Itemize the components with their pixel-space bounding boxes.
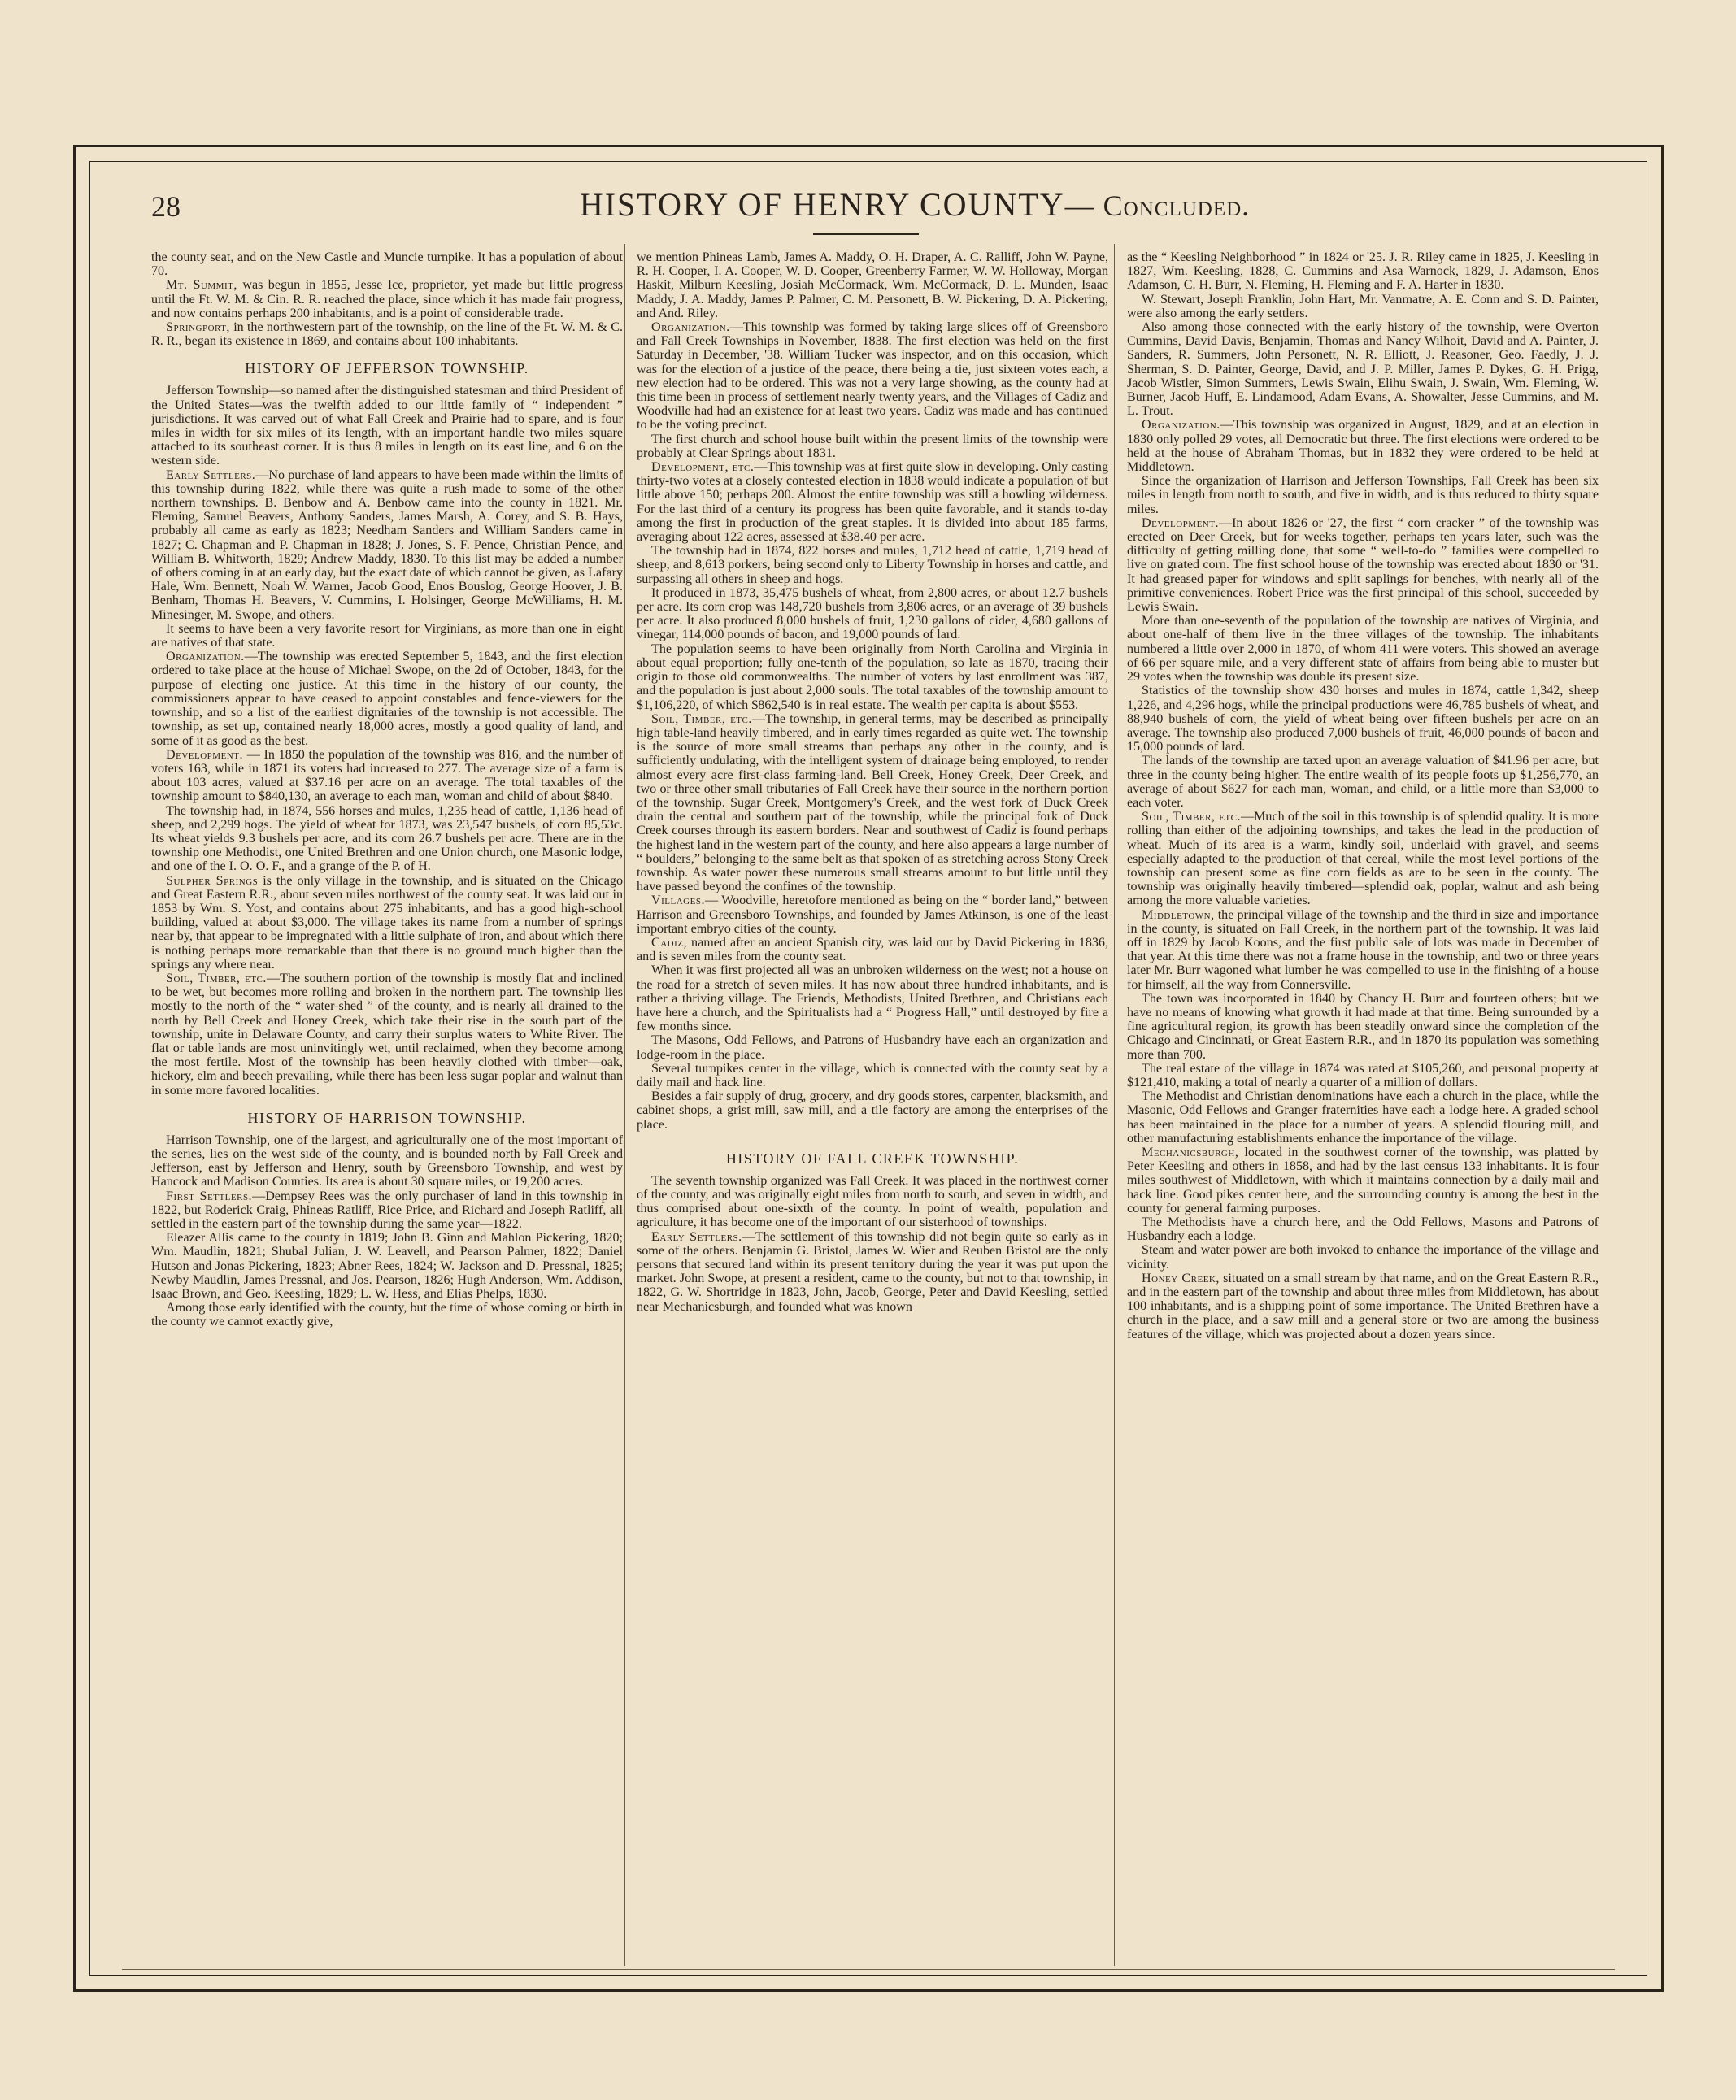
paragraph-lead: Early Settlers. bbox=[166, 467, 256, 482]
column-divider bbox=[624, 244, 625, 1966]
paragraph bbox=[1127, 1272, 1599, 1341]
paragraph-lead: Soil, Timber, etc. bbox=[651, 711, 752, 726]
paragraph-text: located in the southwest corner of the township, was platted by Peter Keesling and others in 1858, and had by the last census 133 inhabitants. It is four miles southwest of Middletown, with which it maintains connection by a daily mail and hack line. Good pikes center here, and the surrounding country is among the best in the county for general farming purposes. bbox=[1127, 1146, 1599, 1215]
text-column-1 bbox=[151, 250, 623, 1958]
paragraph-lead: Development. bbox=[166, 747, 243, 762]
paragraph-lead: Soil, Timber, etc. bbox=[1142, 810, 1242, 824]
paragraph-text: in the northwestern part of the township, on the line of the Ft. W. M. & C. R. R., began its existence in 1869, and contains about 100 inhabitants. bbox=[151, 320, 623, 349]
paragraph: we mention Phineas Lamb, James A. Maddy, O. H. Draper, A. C. Ralliff, John W. Payne, R. H. Cooper, I. A. Cooper, W. D. Cooper, Greenberry Farmer, W. W. Holloway, Morgan Haskit, Milburn Keesling, Josiah McCormack, Wm. McCormack, D. L. Munden, Isaac Maddy, J. A. Maddy, James P. Palmer, C. M. Personett, B. W. Pickering, D. A. Pickering, and And. Riley. bbox=[637, 250, 1108, 320]
page-title-main: HISTORY OF HENRY COUNTY bbox=[579, 186, 1065, 223]
paragraph bbox=[1127, 810, 1599, 907]
paragraph-text: situated on a small stream by that name, and on the Great Eastern R.R., and in the eastern part of the township and about three miles from Middletown, has about 100 inhabitants, and is a shipping point of some importance. The United Brethren have a church in the place, and a saw mill and a general store or two are among the business features of the village, which was projected about a dozen years since. bbox=[1127, 1271, 1599, 1341]
title-rule bbox=[813, 233, 919, 235]
bottom-rule bbox=[122, 1969, 1615, 1970]
paragraph: Among those early identified with the county, but the time of whose coming or birth in the county we cannot exactly give, bbox=[151, 1301, 623, 1329]
paragraph: It produced in 1873, 35,475 bushels of wheat, from 2,800 acres, or about 12.7 bushels per acre. Its corn crop was 148,720 bushels from 3,806 acres, or an average of 39 bushels per acre. It also produced 8,000 bushels of fruit, 1,230 gallons of cider, 4,680 gallons of vinegar, 114,000 pounds of bacon, and 19,000 pounds of lard. bbox=[637, 585, 1108, 642]
paragraph-lead: Soil, Timber, etc. bbox=[166, 971, 267, 985]
paragraph bbox=[151, 278, 623, 320]
paragraph bbox=[151, 1189, 623, 1232]
paragraph-text: —The southern portion of the township is mostly flat and inclined to be wet, but becomes more rolling and broken in the northern part. The township lies mostly to the north of the “ water-shed ” of the county, and is nearly all drained to the north by Bell Creek and Honey Creek, which take their rise in the south part of the township, unite in Delaware County, and carry their surplus waters to White River. The flat or table lands are most uninvitingly wet, until reclaimed, when they become among the most fertile. Most of the township has been heavily clothed with timber—oak, hickory, elm and beech prevailing, while there has been less sugar poplar and walnut than in some more favored localities. bbox=[151, 971, 623, 1098]
paragraph bbox=[1127, 908, 1599, 992]
paragraph: W. Stewart, Joseph Franklin, John Hart, Mr. Vanmatre, A. E. Conn and S. D. Painter, were also among the early settlers. bbox=[1127, 292, 1599, 320]
text-column-3 bbox=[1127, 250, 1599, 1958]
paragraph-lead: Middletown, bbox=[1142, 907, 1215, 922]
paragraph: The lands of the township are taxed upon an average valuation of $41.96 per acre, but three in the county being higher. The entire wealth of its people foots up $1,256,770, an average of about $627 for each man, woman, and child, or a little more than $3,000 to each voter. bbox=[1127, 754, 1599, 810]
paragraph-text: —The township was erected September 5, 1843, and the first election ordered to take place at the house of Michael Swope, on the 2d of October, 1843, for the purpose of electing one justice. At this time in the history of our county, the commissioners appear to have ceased to appoint constables and fence-viewers for the township, and so a list of the earliest dignitaries of the township is not accessible. The township, as set up, contained nearly 18,000 acres, mostly a good quality of land, and some of it as good as the best. bbox=[151, 650, 623, 748]
paragraph: The township had, in 1874, 556 horses and mules, 1,235 head of cattle, 1,136 head of sheep, and 2,299 hogs. The yield of wheat for 1873, was 23,547 bushels, of corn 85,53c. Its wheat yields 9.3 bushels per acre, and its corn 26.7 bushels per acre. There are in the township one Methodist, one United Brethren and one Union church, one Masonic lodge, and one of the I. O. O. F., and a grange of the P. of H. bbox=[151, 803, 623, 874]
section-heading-harrison: HISTORY OF HARRISON TOWNSHIP. bbox=[247, 1109, 527, 1126]
paragraph: Jefferson Township—so named after the distinguished statesman and third President of the United States—was the twelfth added to our little family of “ independent ” jurisdictions. It was carved out of what Fall Creek and Prairie had to spare, and is four miles in width for six miles of its length, with an important handle two miles square attached to its southeast corner. It is thus 8 miles in length on its east line, and 6 on the western side. bbox=[151, 384, 623, 468]
paragraph bbox=[637, 320, 1108, 433]
paragraph-lead: Springport, bbox=[166, 320, 230, 335]
paragraph: The Methodist and Christian denominations have each a church in the place, while the Masonic, Odd Fellows and Granger fraternities have each a lodge here. A graded school has been maintained in the place for a number of years. A splendid flouring mill, and other manufacturing establishments enhance the importance of the village. bbox=[1127, 1089, 1599, 1146]
paragraph bbox=[151, 320, 623, 348]
paragraph: When it was first projected all was an unbroken wilderness on the west; not a house on the road for a stretch of seven miles. It has now about three hundred inhabitants, and is rather a thriving village. The Friends, Methodists, United Brethren, and Christians each have here a church, and the Spiritualists had a “ Progress Hall,” until destroyed by fire a few months since. bbox=[637, 963, 1108, 1034]
text-column-2 bbox=[637, 250, 1108, 1958]
paragraph-text: —In about 1826 or '27, the first “ corn cracker ” of the township was erected on Deer Creek, but for weeks together, perhaps ten years later, such was the difficulty of getting milling done, that some “ well-to-do ” families were compelled to live on grated corn. The first school house of the township was erected about 1830 or '31. It had greased paper for windows and split saplings for benches, with nearly all of the primitive conveniences. Robert Price was the first principal of this school, succeeded by Lewis Swain. bbox=[1127, 515, 1599, 615]
paragraph bbox=[151, 650, 623, 747]
paragraph bbox=[151, 468, 623, 622]
paragraph: More than one-seventh of the population of the township are natives of Virginia, and about one-half of them live in the three villages of the township. The inhabitants numbered a little over 2,000 in 1870, of whom 411 were voters. This showed an average of 66 per square mile, and a very different state of affairs from being able to muster but 29 votes when the township was double its present size. bbox=[1127, 614, 1599, 685]
paragraph: It seems to have been a very favorite resort for Virginians, as more than one in eight are natives of that state. bbox=[151, 621, 623, 650]
paragraph-text: —The township, in general terms, may be described as principally high table-land heavily timbered, and in early times regarded as quite wet. The township is the source of more small streams than perhaps any other in the county, and is sufficiently undulating, with the intelligent system of drainage being employed, to render almost every acre first-class farming-land. Bell Creek, Honey Creek, Deer Creek, and two or three other small tributaries of Fall Creek have their source in the northern portion of the township. Sugar Creek, Montgomery's Creek, and the west fork of Duck Creek drain the central and southern part of the township, while the principal fork of Duck Creek courses through its eastern borders. Near and southwest of Cadiz is found perhaps the highest land in the western part of the county, and here also appears a large number of “ boulders,” belonging to the same belt as that spoken of as stretching across Stony Creek township. As water power these numerous small streams amount to but little until they have passed beyond the confines of the township. bbox=[637, 711, 1108, 894]
paragraph bbox=[151, 874, 623, 972]
paragraph bbox=[637, 936, 1108, 963]
paragraph-lead: Villages. bbox=[651, 893, 705, 908]
section-heading-fall-creek: HISTORY OF FALL CREEK TOWNSHIP. bbox=[725, 1150, 1020, 1167]
paragraph-lead: Organization. bbox=[1142, 418, 1220, 433]
paragraph-text: —Much of the soil in this township is of splendid quality. It is more rolling than either of the adjoining townships, and takes the lead in the production of wheat. Much of its area is a warm, kindly soil, underlaid with gravel, and seems especially adapted to the production of that cereal, while the most level portions of the township can present some as fine corn fields as are to be seen in the county. The township was originally heavily timbered—splendid oak, poplar, walnut and ash being among the more valuable varieties. bbox=[1127, 810, 1599, 908]
paragraph-lead: First Settlers. bbox=[166, 1189, 253, 1203]
page-title-suffix: — Concluded. bbox=[1064, 189, 1251, 222]
paragraph: the county seat, and on the New Castle and Muncie turnpike. It has a population of about 70. bbox=[151, 250, 623, 279]
section-heading-jefferson: HISTORY OF JEFFERSON TOWNSHIP. bbox=[245, 360, 529, 377]
paragraph-text: —The settlement of this township did not begin quite so early as in some of the others. Benjamin G. Bristol, James W. Wier and Reuben Bristol are the only persons that secured land within its present territory during the year it was put upon the market. John Swope, at present a resident, came to the county, but not to that township, in 1822, G. W. Shortridge in 1823, John, Jacob, George, Peter and David Keesling, settled near Mechanicsburgh, and founded what was known bbox=[637, 1229, 1108, 1314]
paragraph: The population seems to have been originally from North Carolina and Virginia in about equal proportion; fully one-tenth of the population, so late as 1870, tracing their origin to those old commonwealths. The number of voters by last enrollment was 387, and the population is just about 2,000 souls. The total taxables of the township amount to $1,106,220, of which $862,540 is in real estate. The wealth per capita is about $553. bbox=[637, 641, 1108, 712]
paragraph: Besides a fair supply of drug, grocery, and dry goods stores, carpenter, blacksmith, and cabinet shops, a grist mill, saw mill, and a tile factory are among the enterprises of the place. bbox=[637, 1089, 1108, 1132]
paragraph-text: —Dempsey Rees was the only purchaser of land in this township in 1822, but Roderick Craig, Phineas Ratliff, Rice Price, and Richard and Joseph Ratliff, all settled in the eastern part of the township during the same year—1822. bbox=[151, 1189, 623, 1231]
paragraph: Also among those connected with the early history of the township, were Overton Cummins, David Davis, Benjamin, Thomas and Nancy Wilhoit, David and A. Painter, J. Sanders, R. Summers, John Personett, N. R. Elliott, J. Reasoner, Geo. Faedly, J. J. Sherman, S. D. Painter, George, David, and J. P. Miller, James P. Dykes, G. H. Prigg, Jacob Wistler, Simon Summers, Lewis Swain, Elihu Swain, J. Swain, Wm. Fleming, W. Burner, Jacob Huff, E. Lindamood, Adam Evans, A. Showalter, Jesse Cummins, and M. L. Trout. bbox=[1127, 320, 1599, 419]
page-title bbox=[508, 185, 1321, 224]
paragraph-text: —No purchase of land appears to have been made within the limits of this township during 1822, while there was quite a rush made to some of the other northern townships. B. Benbow and A. Benbow came into the county in 1821. Mr. Fleming, Samuel Beavers, Anthony Sanders, James Marsh, A. Corey, and S. B. Hays, probably all came as early as 1823; Needham Sanders and William Sanders came in 1827; C. Chapman and P. Chapman in 1828; J. Jones, S. F. Pence, Christian Pence, and William B. Whitworth, 1829; Andrew Maddy, 1830. To this list may be added a number of others coming in at an early day, but the exact date of which cannot be given, as Lafary Hale, Wm. Bennett, Noah W. Warner, Jacob Good, Enos Bouslog, George Hoover, J. B. Benham, Thomas H. Beavers, V. Cummins, I. Holsinger, George McWilliams, H. M. Minesinger, M. Swope, and others. bbox=[151, 467, 623, 622]
paragraph bbox=[1127, 1146, 1599, 1215]
paragraph: The township had in 1874, 822 horses and mules, 1,712 head of cattle, 1,719 head of sheep, and 8,613 porkers, being second only to Liberty Township in horses and cattle, and surpassing all others in sheep and hogs. bbox=[637, 544, 1108, 586]
page-number: 28 bbox=[151, 190, 181, 223]
paragraph: Eleazer Allis came to the county in 1819; John B. Ginn and Mahlon Pickering, 1820; Wm. Maudlin, 1821; Shubal Julian, J. W. Leavell, and Pearson Palmer, 1822; Daniel Hutson and Jonas Pickering, 1823; Abner Rees, 1824; W. Jackson and D. Pressnal, 1825; Newby Maudlin, James Pressnal, and Jos. Pearson, 1826; Hugh Anderson, Wm. Addison, Isaac Brown, and Geo. Keesling, 1829; L. W. Hess, and Elias Phelps, 1830. bbox=[151, 1231, 623, 1302]
paragraph: Steam and water power are both invoked to enhance the importance of the village and vicinity. bbox=[1127, 1243, 1599, 1272]
paragraph-lead: Sulpher Springs bbox=[166, 873, 259, 888]
paragraph-lead: Organization. bbox=[651, 320, 730, 335]
paragraph-text: is the only village in the township, and is situated on the Chicago and Great Eastern R.R., about seven miles northwest of the county seat. It was laid out in 1853 by Wm. S. Yost, and contains about 275 inhabitants, and has a good high-school building, valued at about $3,000. The village takes its name from a number of springs near by, that appear to be impregnated with a little sulphate of iron, and about which there is nothing perhaps more remarkable than that there is no ground much higher than the springs any where near. bbox=[151, 873, 623, 972]
paragraph: The seventh township organized was Fall Creek. It was placed in the northwest corner of the county, and was originally eight miles from north to south, and seven in width, and thus comprised about one-sixth of the county. In point of wealth, population and agriculture, it has become one of the important of our sisterhood of townships. bbox=[637, 1173, 1108, 1230]
paragraph-lead: Organization. bbox=[166, 650, 245, 664]
paragraph: as the “ Keesling Neighborhood ” in 1824 or '25. J. R. Riley came in 1825, J. Keesling in 1827, Wm. Keesling, 1828, C. Cummins and Asa Warnock, 1829, J. Adamson, Enos Adamson, C. H. Burr, N. Fleming, H. Fleming and F. A. Harter in 1830. bbox=[1127, 250, 1599, 293]
paragraph: Several turnpikes center in the village, which is connected with the county seat by a daily mail and hack line. bbox=[637, 1061, 1108, 1089]
paragraph bbox=[1127, 418, 1599, 474]
paragraph-text: —This township was organized in August, 1829, and at an election in 1830 only polled 29 votes, all Democratic but three. The first elections were ordered to be held at the house of Abraham Thomas, but in 1832 they were ordered to be held at Middletown. bbox=[1127, 418, 1599, 475]
paragraph-text: named after an ancient Spanish city, was laid out by David Pickering in 1836, and is seven miles from the county seat. bbox=[637, 935, 1108, 964]
paragraph bbox=[637, 460, 1108, 544]
paragraph-lead: Development. bbox=[1142, 515, 1219, 530]
paragraph-text: —This township was formed by taking large slices off of Greensboro and Fall Creek Townships in November, 1838. The first election was held on the first Saturday in December, '38. William Tucker was inspector, and on this occasion, which was for the election of a justice of the peace, there being a tie, just sixteen votes each, a new election had to be ordered. This was not a very large showing, as the county had at this time been in process of settlement nearly twenty years, and the Villages of Cadiz and Woodville had had an existence for at least two years. Cadiz was made and has continued to be the voting precinct. bbox=[637, 320, 1108, 433]
paragraph-lead: Cadiz, bbox=[651, 935, 688, 950]
column-divider bbox=[1114, 244, 1115, 1966]
paragraph: Statistics of the township show 430 horses and mules in 1874, cattle 1,342, sheep 1,226, and 4,296 hogs, while the principal productions were 46,785 bushels of wheat, and 88,940 bushels of corn, the yield of wheat being over fifteen bushels per acre on an average. The township also produced 7,000 bushels of fruit, 46,000 pounds of bacon and 15,000 pounds of lard. bbox=[1127, 684, 1599, 754]
paragraph: The real estate of the village in 1874 was rated at $105,260, and personal property at $121,410, making a total of nearly a quarter of a million of dollars. bbox=[1127, 1061, 1599, 1089]
paragraph-lead: Development, etc. bbox=[651, 460, 755, 475]
paragraph-text: the principal village of the township and the third in size and importance in the county, is situated on Fall Creek, in the northern part of the township. It was laid off in 1829 by Jacob Koons, and the first public sale of lots was made in December of that year. At this time there was not a frame house in the township, and two or three years later Mr. Burr wagoned what lumber he was compelled to use in the finishing of a house for himself, all the way from Connersville. bbox=[1127, 907, 1599, 992]
paragraph: The Masons, Odd Fellows, and Patrons of Husbandry have each an organization and lodge-room in the place. bbox=[637, 1033, 1108, 1062]
paragraph: Harrison Township, one of the largest, and agriculturally one of the most important of the series, lies on the west side of the county, and is bounded north by Fall Creek and Jefferson, east by Jefferson and Henry, south by Greensboro Township, and west by Hancock and Madison Counties. Its area is about 30 square miles, or 19,200 acres. bbox=[151, 1133, 623, 1189]
paragraph-lead: Early Settlers. bbox=[651, 1229, 742, 1244]
paragraph: Since the organization of Harrison and Jefferson Townships, Fall Creek has been six miles in length from north to south, and five in width, and is thus reduced to thirty square miles. bbox=[1127, 474, 1599, 516]
paragraph bbox=[637, 893, 1108, 936]
paragraph-text: —This township was at first quite slow in developing. Only casting thirty-two votes at a closely contested election in 1838 would indicate a population of but little above 150; perhaps 200. Almost the entire township was still a howling wilderness. For the last third of a century its progress has been quite favorable, and it stands to-day among the first in production of the great staples. It is divided into about 185 farms, averaging about 122 acres, assessed at $38.40 per acre. bbox=[637, 460, 1108, 545]
paragraph: The first church and school house built within the present limits of the township were probably at Clear Springs about 1831. bbox=[637, 432, 1108, 460]
paragraph-text: was begun in 1855, Jesse Ice, proprietor, yet made but little progress until the Ft. W. M. & Cin. R. R. reached the place, since which it has made fair progress, and now contains perhaps 200 inhabitants, and is a point of considerable trade. bbox=[151, 278, 623, 320]
paragraph bbox=[637, 712, 1108, 894]
paragraph-text: — Woodville, heretofore mentioned as being on the “ border land,” between Harrison and Greensboro Townships, and founded by James Atkinson, is one of the least important embryo cities of the county. bbox=[637, 893, 1108, 936]
paragraph-lead: Mt. Summit, bbox=[166, 278, 237, 293]
paragraph-lead: Mechanicsburgh, bbox=[1142, 1146, 1239, 1159]
paragraph bbox=[151, 972, 623, 1098]
paragraph bbox=[151, 748, 623, 804]
paragraph-lead: Honey Creek, bbox=[1142, 1271, 1220, 1285]
paragraph: The town was incorporated in 1840 by Chancy H. Burr and fourteen others; but we have no means of knowing what growth it had made at that time. Being surrounded by a fine agricultural region, its growth has been steadily onward since the completion of the Chicago and Cincinnati, or Great Eastern R.R., and in 1870 its population was something more than 700. bbox=[1127, 991, 1599, 1062]
paragraph: The Methodists have a church here, and the Odd Fellows, Masons and Patrons of Husbandry each a lodge. bbox=[1127, 1215, 1599, 1244]
paragraph bbox=[1127, 516, 1599, 614]
paragraph-text: — In 1850 the population of the township was 816, and the number of voters 163, while in 1871 its voters had increased to 277. The average size of a farm is about 103 acres, valued at $37.16 per acre on an average. The total taxables of the township amount to $840,130, an average to each man, woman and child of about $840. bbox=[151, 747, 623, 804]
paragraph bbox=[637, 1230, 1108, 1314]
